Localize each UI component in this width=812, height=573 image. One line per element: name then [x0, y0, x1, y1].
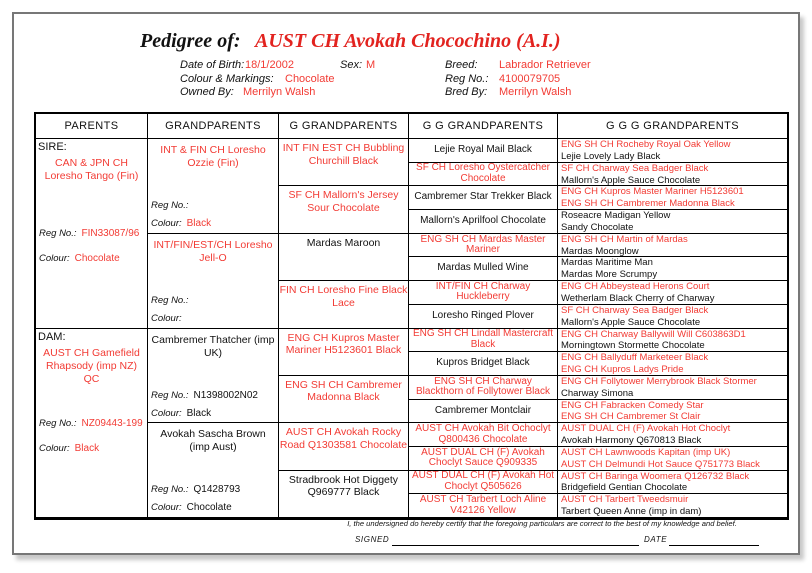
- column-header: G G G GRANDPARENTS: [558, 114, 787, 139]
- ggg-grandparent-cell: AUST CH Tarbert Tweedsmuir: [561, 494, 689, 506]
- dog-name: AUST CH Gamefield Rhapsody (imp NZ) QC: [43, 346, 140, 385]
- reg-row: [151, 195, 277, 213]
- parent-cell: [36, 329, 148, 519]
- grandparent-cell: [148, 423, 279, 518]
- g-grandparent-cell: ENG SH CH Cambremer Madonna Black: [279, 376, 409, 423]
- gg-grandparent-cell: AUST DUAL CH (F) Avokah Choclyt Sauce Q909335: [409, 447, 558, 471]
- ggg-grandparent-cell: ENG CH Ballyduff Marketeer Black: [561, 352, 709, 364]
- colour-row: [151, 213, 277, 231]
- g-grandparent-cell: INT FIN EST CH Bubbling Churchill Black: [279, 139, 409, 186]
- ggg-grandparent-cell: AUST CH Baringa Woomera Q126732 Black: [561, 470, 750, 482]
- g-grandparent-cell: ENG CH Kupros Master Mariner H5123601 Black: [279, 329, 409, 376]
- gg-grandparent-cell: Cambremer Montclair: [409, 400, 558, 424]
- gg-grandparent-cell: Mallorn's Aprilfool Chocolate: [409, 210, 558, 234]
- ggg-grandparent-cell: Mardas More Scrumpy: [558, 269, 787, 281]
- sex-value: M: [366, 59, 376, 71]
- grandparent-cell: [148, 329, 279, 424]
- ggg-grandparent-cell: ENG CH Abbeystead Herons Court: [561, 281, 710, 293]
- reg-label: Reg No.:: [151, 294, 189, 306]
- ggg-grandparent-cell: AUST DUAL CH (F) Avokah Hot Choclyt: [561, 423, 731, 435]
- date-line: [669, 536, 759, 546]
- g-grandparent-cell: AUST CH Avokah Rocky Road Q1303581 Chocolate: [279, 423, 409, 470]
- reg-label: Reg No.:: [39, 417, 77, 429]
- column-header: GRANDPARENTS: [148, 114, 279, 139]
- date-label: DATE: [644, 535, 668, 544]
- reg-value: NZ09443-199: [81, 417, 143, 429]
- reg-label: Reg No.:: [151, 200, 189, 211]
- dog-name: INT & FIN CH Loresho Ozzie (Fin): [160, 144, 266, 169]
- pedigree-title: AUST CH Avokah Chocochino (A.I.): [255, 30, 561, 52]
- gg-grandparent-cell: Loresho Ringed Plover: [409, 305, 558, 329]
- gg-grandparent-cell: SF CH Loresho Oystercatcher Chocolate: [409, 163, 558, 187]
- ggg-grandparent-cell: ENG CH Charway Ballywill Will C603863D1: [561, 328, 746, 340]
- reg-value: N1398002N02: [193, 389, 258, 401]
- reg-label: Reg No.:: [151, 389, 189, 401]
- gg-grandparent-cell: INT/FIN CH Charway Huckleberry: [409, 281, 558, 305]
- colour-label: Colour:: [39, 442, 70, 454]
- reg-no-label: Reg No.:: [445, 72, 489, 85]
- g-grandparent-cell: Mardas Maroon: [279, 234, 409, 281]
- bred-by-label: Bred By:: [445, 86, 488, 98]
- ggg-grandparent-cell: Avokah Harmony Q670813 Black: [558, 435, 787, 447]
- colour-row: [39, 438, 146, 456]
- ggg-grandparent-cell: Mallorn's Apple Sauce Chocolate: [558, 175, 787, 187]
- reg-row: [151, 385, 277, 403]
- colour-label: Colour:: [39, 253, 70, 264]
- ggg-grandparent-cell: Roseacre Madigan Yellow: [561, 210, 671, 222]
- colour-label: Colour:: [151, 407, 182, 419]
- reg-no-value: 4100079705: [499, 72, 561, 85]
- owned-by-value: Merrilyn Walsh: [243, 86, 316, 98]
- breed-label: Breed:: [445, 59, 478, 71]
- breed-value: Labrador Retriever: [499, 59, 591, 71]
- ggg-grandparent-cell: ENG CH Kupros Ladys Pride: [558, 364, 787, 376]
- grandparent-cell: [148, 139, 279, 234]
- certify-text: I, the undersigned do hereby certify that the foregoing particulars are correct to the best of my knowledge and belief.: [347, 519, 737, 528]
- colour-markings-label: Colour & Markings:: [180, 72, 274, 85]
- ggg-grandparent-cell: ENG SH CH Rocheby Royal Oak Yellow: [561, 139, 731, 150]
- pedigree-title-label: Pedigree of:: [140, 30, 241, 52]
- dob-label: Date of Birth:: [180, 59, 245, 71]
- bred-by-value: Merrilyn Walsh: [499, 86, 572, 98]
- gg-grandparent-cell: Mardas Mulled Wine: [409, 257, 558, 281]
- ggg-grandparent-cell: ENG SH CH Martin of Mardas: [561, 233, 688, 245]
- colour-value: Black: [74, 442, 100, 454]
- colour-value: Black: [186, 218, 212, 229]
- gg-grandparent-cell: Kupros Bridget Black: [409, 352, 558, 376]
- reg-row: [39, 413, 146, 431]
- colour-label: Colour:: [151, 312, 182, 324]
- column-header: G G GRANDPARENTS: [409, 114, 558, 139]
- signed-label: SIGNED: [355, 535, 390, 544]
- dog-name: CAN & JPN CH Loresho Tango (Fin): [44, 157, 139, 182]
- ggg-grandparent-cell: Morningtown Stormette Chocolate: [558, 340, 787, 352]
- reg-row: [151, 290, 277, 308]
- ggg-grandparent-cell: Mardas Maritime Man: [561, 257, 653, 269]
- grandparent-cell: [148, 234, 279, 329]
- colour-value: Chocolate: [74, 253, 120, 264]
- colour-label: Colour:: [151, 218, 182, 229]
- g-grandparent-cell: Stradbrook Hot Diggety Q969777 Black: [279, 471, 409, 518]
- gg-grandparent-cell: Lejie Royal Mail Black: [409, 139, 558, 163]
- gg-grandparent-cell: AUST DUAL CH (F) Avokah Hot Choclyt Q505626: [409, 471, 558, 495]
- reg-row: [39, 223, 146, 241]
- colour-row: [151, 403, 277, 421]
- ggg-grandparent-cell: ENG CH Fabracken Comedy Star: [561, 399, 704, 411]
- parent-role: SIRE:: [38, 141, 67, 153]
- dog-name: INT/FIN/EST/CH Loresho Jell-O: [153, 238, 273, 264]
- ggg-grandparent-cell: Mardas Moonglow: [558, 246, 787, 258]
- ggg-grandparent-cell: SF CH Charway Sea Badger Black: [561, 304, 709, 316]
- gg-grandparent-cell: AUST CH Tarbert Loch Aline V42126 Yellow: [409, 494, 558, 518]
- ggg-grandparent-cell: Lejie Lovely Lady Black: [558, 151, 787, 163]
- reg-value: Q1428793: [193, 484, 241, 496]
- colour-row: [39, 248, 146, 266]
- ggg-grandparent-cell: Charway Simona: [558, 388, 787, 400]
- reg-label: Reg No.:: [39, 228, 77, 239]
- reg-row: [151, 479, 277, 497]
- pedigree-page: [12, 12, 800, 555]
- ggg-grandparent-cell: Bridgefield Gentian Chocolate: [558, 482, 787, 494]
- ggg-grandparent-cell: ENG CH Follytower Merrybrook Black Stormer: [561, 375, 757, 387]
- gg-grandparent-cell: ENG SH CH Mardas Master Mariner: [409, 234, 558, 258]
- colour-row: [151, 497, 277, 515]
- sex-label: Sex:: [340, 59, 363, 71]
- ggg-grandparent-cell: AUST CH Delmundi Hot Sauce Q751773 Black: [558, 459, 787, 471]
- column-header: G GRANDPARENTS: [279, 114, 409, 139]
- dog-name: Cambremer Thatcher (imp UK): [151, 333, 275, 359]
- g-grandparent-cell: SF CH Mallorn's Jersey Sour Chocolate: [279, 186, 409, 233]
- column-header: PARENTS: [36, 114, 148, 139]
- ggg-grandparent-cell: SF CH Charway Sea Badger Black: [561, 162, 709, 174]
- ggg-grandparent-cell: ENG SH CH Cambremer Madonna Black: [558, 198, 787, 210]
- gg-grandparent-cell: AUST CH Avokah Bit Ochoclyt Q800436 Chocolate: [409, 423, 558, 447]
- colour-label: Colour:: [151, 502, 182, 514]
- reg-label: Reg No.:: [151, 484, 189, 496]
- ggg-grandparent-cell: Mallorn's Apple Sauce Chocolate: [558, 317, 787, 329]
- ggg-grandparent-cell: Tarbert Queen Anne (imp in dam): [558, 506, 787, 518]
- ggg-grandparent-cell: Wetherlam Black Cherry of Charway: [558, 293, 787, 305]
- ggg-grandparent-cell: Sandy Chocolate: [558, 222, 787, 234]
- dog-name: Avokah Sascha Brown (imp Aust): [160, 428, 266, 454]
- parent-cell: [36, 139, 148, 329]
- signed-line: [392, 536, 639, 546]
- ggg-grandparent-cell: ENG CH Kupros Master Mariner H5123601: [561, 186, 744, 198]
- ggg-grandparent-cell: AUST CH Lawnwoods Kapitan (imp UK): [561, 446, 731, 458]
- colour-markings-value: Chocolate: [285, 72, 335, 85]
- colour-value: Black: [186, 407, 212, 419]
- owned-by-label: Owned By:: [180, 86, 234, 98]
- reg-value: FIN33087/96: [81, 228, 140, 239]
- parent-role: DAM:: [38, 330, 66, 343]
- g-grandparent-cell: FIN CH Loresho Fine Black Lace: [279, 281, 409, 328]
- dob-value: 18/1/2002: [245, 59, 294, 71]
- gg-grandparent-cell: ENG SH CH Lindall Mastercraft Black: [409, 329, 558, 353]
- pedigree-table: [34, 112, 789, 520]
- gg-grandparent-cell: Cambremer Star Trekker Black: [409, 186, 558, 210]
- colour-value: Chocolate: [186, 502, 232, 514]
- gg-grandparent-cell: ENG SH CH Charway Blackthorn of Follytower Black: [409, 376, 558, 400]
- colour-row: [151, 308, 277, 326]
- ggg-grandparent-cell: ENG SH CH Cambremer St Clair: [558, 411, 787, 423]
